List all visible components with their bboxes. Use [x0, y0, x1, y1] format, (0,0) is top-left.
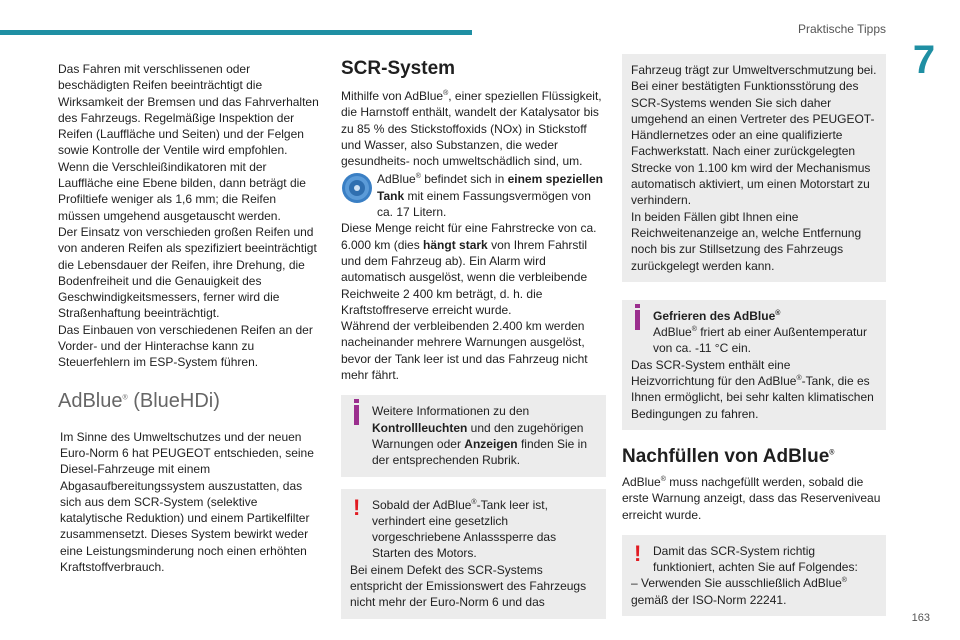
- continued-text-2: Bei einer bestätigten Funktionsstörung des SCR-Systems wenden Sie sich daher umgehend an einen Vertreter des PEUGEOT-Händlernetzes oder an eine qualifizierte Fachwerkstatt. Nach einer zurückgelegten Strecke von 1.100 km wird der Mechanismus automatisch aktiviert, um einen Motorstart zu verhindern.: [631, 79, 875, 208]
- continued-text-1: Fahrzeug trägt zur Umweltverschmutzung bei.: [631, 63, 877, 77]
- tire-paragraph-3: Der Einsatz von verschieden großen Reifen und von anderen Reifen als spezifiziert beeinträchtigt die Lebensdauer der Reifen, ihre Drehung, die Bodenfreiheit und die Genauigkeit des Geschwindigkeitsmessers, ferner wird die Straßenhaftung beeinträchtigt.: [58, 224, 317, 321]
- refill-paragraph: AdBlue® muss nachgefüllt werden, sobald die erste Warnung anzeigt, dass das Reserveniveau erreicht wurde.: [622, 474, 881, 522]
- warning-box-text-2: Bei einem Defekt des SCR-Systems entspricht der Emissionswert des Fahrzeugs nicht mehr der Euro-Norm 6 und das: [350, 562, 587, 610]
- adblue-tank-icon: [341, 172, 373, 204]
- frost-title: Gefrieren des AdBlue®: [653, 308, 781, 323]
- refill-warning-text-2: – Verwenden Sie ausschließlich AdBlue®: [631, 576, 847, 591]
- frost-text-2: Das SCR-System enthält eine Heizvorrichtung für den AdBlue®-Tank, die es Ihnen ermöglicht, bei sehr kalten klimatischen Bedingungen zu fahren.: [631, 357, 874, 421]
- tire-paragraph-1: Das Fahren mit verschlissenen oder beschädigten Reifen beeinträchtigt die Wirksamkeit der Bremsen und das Fahrverhalten des Fahrzeugs. Regelmäßige Inspektion der Reifen (Lauffläche und Seiten) und der Felgen sowie Kontrolle der Ventile wird empfohlen.: [58, 62, 319, 158]
- warning-icon: !: [634, 540, 642, 566]
- continued-warning-box: [622, 54, 886, 282]
- column-left: [58, 61, 320, 575]
- tank-info-row: [341, 171, 606, 220]
- column-middle: [341, 58, 606, 619]
- tire-paragraph-2: Wenn die Verschleißindikatoren mit der Lauffläche eine Ebene bilden, dann beträgt die Profiltiefe weniger als 1,6 mm; die Reifen müssen umgehend ausgetauscht werden.: [58, 159, 306, 223]
- tank-paragraph: AdBlue® befindet sich in einem speziellen Tank mit einem Fassungsvermögen von ca. 17 Litern.: [377, 172, 603, 220]
- info-box-text: Weitere Informationen zu den Kontrollleuchten und den zugehörigen Warnungen oder Anzeigen finden Sie in der entsprechenden Rubrik.: [372, 404, 588, 468]
- section-title: Praktische Tipps: [797, 22, 886, 36]
- chapter-number: 7: [912, 38, 936, 82]
- page-number: 163: [911, 612, 930, 624]
- scr-heading: SCR-System: [341, 58, 456, 79]
- adblue-intro-paragraph: Im Sinne des Umweltschutzes und der neuen Euro-Norm 6 hat PEUGEOT entschieden, seine Diesel-Fahrzeuge mit einem Abgasaufbereitungssystem auszustatten, das sich aus dem SCR-System (selektive katalytische Reduktion) und einem Partikelfilter zusammensetzt. Dieses System bewirkt weder eine Leistungsminderung noch einen erhöhten Kraftstoffverbrauch.: [60, 429, 314, 575]
- refill-heading: Nachfüllen von AdBlue®: [622, 445, 835, 467]
- refill-warning-box: [622, 535, 886, 616]
- frost-info-box: [622, 300, 886, 430]
- warning-box-text-1: Sobald der AdBlue®-Tank leer ist, verhindert eine gesetzlich vorgeschriebene Anlasssperre das Starten des Motors.: [372, 497, 557, 561]
- warning-icon: !: [353, 494, 361, 520]
- range-paragraph: Diese Menge reicht für eine Fahrstrecke von ca. 6.000 km (dies hängt stark von Ihrem Fahrstil und dem Fahrzeug ab). Ein Alarm wird automatisch ausgelöst, wenn die verbleibende Reichweite 2 400 km beträgt, d. h. die Kraftstoffreserve erreicht wurde.: [341, 221, 597, 317]
- info-icon: [635, 310, 640, 330]
- scr-paragraph: Mithilfe von AdBlue®, einer speziellen Flüssigkeit, die Harnstoff enthält, wandelt der Katalysator bis zu 85 % des Stickstoffoxids (NOx) in Stickstoff und Wasser, also Substanzen, die weder gesundheits- noch umweltschädlich sind, um.: [341, 89, 602, 169]
- continued-text-3: In beiden Fällen gibt Ihnen eine Reichweitenanzeige an, welche Entfernung noch bis zur Stillsetzung des Fahrzeugs zurückgelegt werden kann.: [631, 209, 862, 273]
- refill-warning-text-1: Damit das SCR-System richtig funktioniert, achten Sie auf Folgendes:: [653, 543, 858, 575]
- info-box: [341, 395, 606, 476]
- adblue-section-title: AdBlue® (BlueHDi): [58, 389, 220, 412]
- info-icon: [354, 405, 359, 425]
- frost-text-1: AdBlue® friert ab einer Außentemperatur von ca. -11 °C ein.: [653, 325, 867, 356]
- header-accent-bar: [0, 30, 472, 35]
- warning-box: [341, 489, 606, 619]
- warnings-paragraph: Während der verbleibenden 2.400 km werden nacheinander mehrere Warnungen ausgelöst, bevor der Tank leer ist und das Fahrzeug nicht mehr fährt.: [341, 319, 588, 383]
- tire-paragraph-4: Das Einbauen von verschiedenen Reifen an der Vorder- und der Hinterachse kann zu Steuerfehlern im ESP-System führen.: [58, 322, 313, 370]
- refill-warning-text-3: gemäß der ISO-Norm 22241.: [631, 592, 787, 607]
- column-right: [622, 54, 886, 616]
